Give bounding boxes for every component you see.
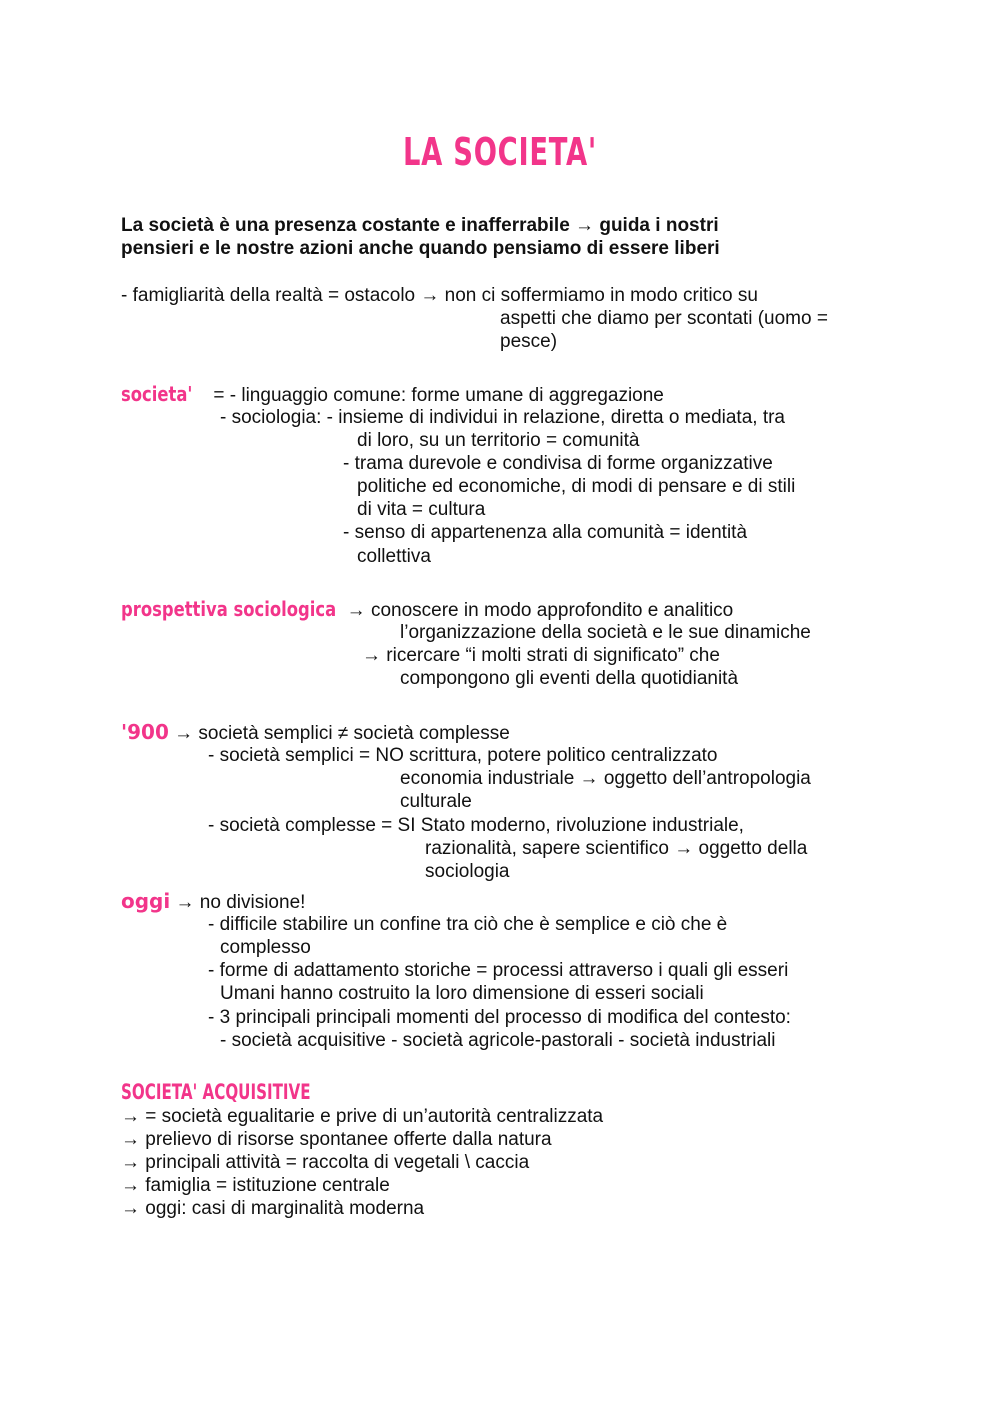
acquisitive-item: → oggi: casi di marginalità moderna <box>121 1198 425 1219</box>
novecento-text: → società semplici ≠ società complesse <box>168 723 510 744</box>
societa-definition-line <box>121 383 664 407</box>
societa-definition-line: di vita = cultura <box>357 499 486 520</box>
familiarity-line: - famigliarità della realtà = ostacolo → non ci soffermiamo in modo critico su <box>121 285 758 306</box>
societa-definition-line: di loro, su un territorio = comunità <box>357 430 640 451</box>
prospettiva-line <box>121 598 733 622</box>
prospettiva-line: compongono gli eventi della quotidianità <box>400 668 739 689</box>
familiarity-line: aspetti che diamo per scontati (uomo = <box>500 308 828 329</box>
societa-definition-text: = - linguaggio comune: forme umane di aggregazione <box>208 385 664 406</box>
novecento-line: culturale <box>400 791 472 812</box>
societa-definition-line: - senso di appartenenza alla comunità = identità <box>343 522 748 543</box>
oggi-line: - società acquisitive - società agricole-pastorali - società industriali <box>220 1030 776 1051</box>
acquisitive-item: → = società egualitarie e prive di un’autorità centralizzata <box>121 1106 604 1127</box>
familiarity-line: pesce) <box>500 331 558 352</box>
societa-label: societa' <box>121 382 193 406</box>
oggi-line: complesso <box>220 937 311 958</box>
oggi-label: oggi <box>121 889 171 913</box>
novecento-label: '900 <box>121 720 169 744</box>
acquisitive-item: → famiglia = istituzione centrale <box>121 1175 390 1196</box>
oggi-line: - 3 principali principali momenti del processo di modifica del contesto: <box>208 1007 791 1028</box>
intro-line: La società è una presenza costante e inafferrabile → guida i nostri <box>121 215 719 236</box>
prospettiva-line: l’organizzazione della società e le sue dinamiche <box>400 622 811 643</box>
novecento-line: economia industriale → oggetto dell’antropologia <box>400 768 811 789</box>
societa-definition-line: collettiva <box>357 546 431 567</box>
prospettiva-label: prospettiva sociologica <box>121 597 337 621</box>
societa-definition-line: politiche ed economiche, di modi di pensare e di stili <box>357 476 796 497</box>
section-heading-acquisitive: SOCIETA' ACQUISITIVE <box>121 1080 311 1104</box>
oggi-line <box>121 890 305 914</box>
novecento-line: - società complesse = SI Stato moderno, rivoluzione industriale, <box>208 815 744 836</box>
oggi-line: Umani hanno costruito la loro dimensione di esseri sociali <box>220 983 704 1004</box>
acquisitive-item: → prelievo di risorse spontanee offerte dalla natura <box>121 1129 552 1150</box>
societa-definition-line: - sociologia: - insieme di individui in relazione, diretta o mediata, tra <box>220 407 785 428</box>
oggi-line: - difficile stabilire un confine tra ciò che è semplice e ciò che è <box>208 914 728 935</box>
novecento-line: - società semplici = NO scrittura, potere politico centralizzato <box>208 745 718 766</box>
prospettiva-text: → conoscere in modo approfondito e analitico <box>341 600 734 621</box>
oggi-text: → no divisione! <box>170 892 306 913</box>
acquisitive-item: → principali attività = raccolta di vegetali \ caccia <box>121 1152 530 1173</box>
oggi-line: - forme di adattamento storiche = processi attraverso i quali gli esseri <box>208 960 789 981</box>
prospettiva-line: → ricercare “i molti strati di significato” che <box>362 645 720 666</box>
societa-definition-line: - trama durevole e condivisa di forme organizzative <box>343 453 773 474</box>
novecento-line: razionalità, sapere scientifico → oggetto della <box>425 838 808 859</box>
novecento-line <box>121 721 510 745</box>
novecento-line: sociologia <box>425 861 510 882</box>
page-title: LA SOCIETA' <box>402 130 598 174</box>
intro-line: pensieri e le nostre azioni anche quando pensiamo di essere liberi <box>121 238 720 259</box>
